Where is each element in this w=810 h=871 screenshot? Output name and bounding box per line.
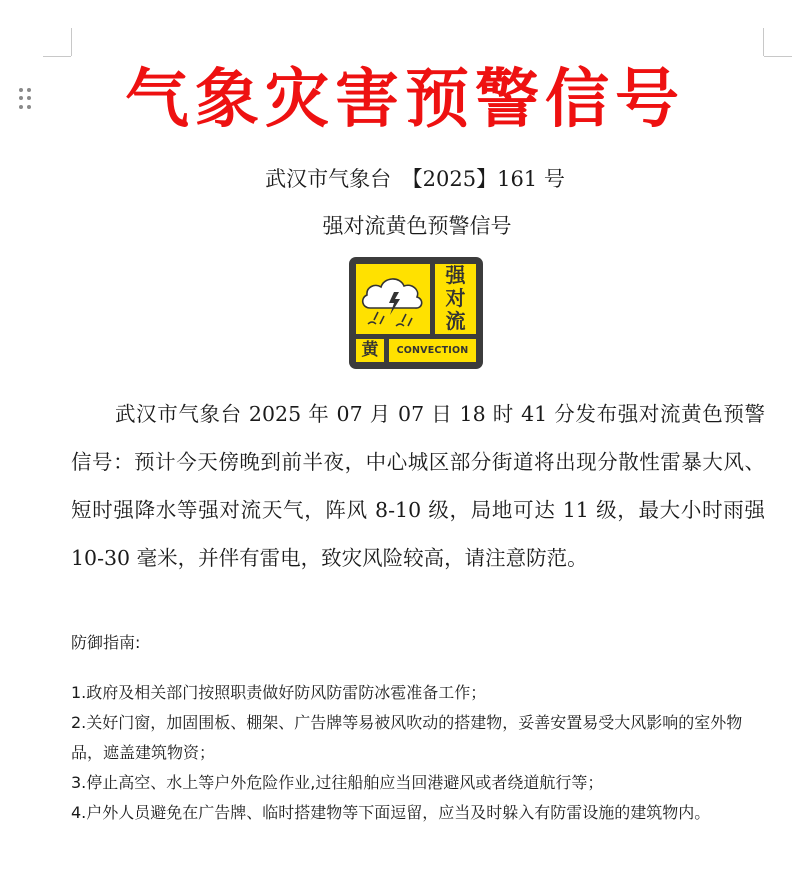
- badge-english-panel: [389, 339, 476, 362]
- document-number: 武汉市气象台 【2025】161 号: [265, 167, 565, 191]
- thunderstorm-cloud-graphic: [356, 264, 430, 334]
- defense-guide-list: [71, 678, 771, 828]
- list-item: 1.政府及相关部门按照职责做好防风防雷防冰雹准备工作；: [71, 683, 487, 702]
- page-corner-mark: [43, 56, 71, 57]
- page-corner-mark: [763, 28, 764, 56]
- warning-body-text: 武汉市气象台 2025 年 07 月 07 日 18 时 41 分发布强对流黄色预警信号：预计今天傍晚到前半夜，中心城区部分街道将出现分散性雷暴大风、短时强降水等强对流天气，阵风 8-10 级，局地可达 11 级，最大小时雨强 10-30 毫米，并伴有雷电，致灾风险较高，请注意防范。: [71, 402, 765, 570]
- badge-type-char: 强: [445, 263, 466, 287]
- signal-title: 强对流黄色预警信号: [322, 214, 512, 238]
- list-item: 2.关好门窗，加固围板、棚架、广告牌等易被风吹动的搭建物，妥善安置易受大风影响的室外物品，遮盖建筑物资；: [71, 713, 743, 762]
- badge-english-label: CONVECTION: [396, 345, 469, 356]
- page-corner-mark: [71, 28, 72, 56]
- list-item: 4.户外人员避免在广告牌、临时搭建物等下面逗留，应当及时躲入有防雷设施的建筑物内。: [71, 803, 711, 822]
- defense-guide-heading: 防御指南:: [71, 633, 141, 652]
- badge-type-char: 流: [445, 309, 466, 333]
- thunderstorm-cloud-icon: [356, 264, 430, 334]
- list-item: 3.停止高空、水上等户外危险作业,过往船舶应当回港避风或者绕道航行等；: [71, 773, 604, 792]
- badge-type-label: [435, 264, 476, 333]
- page-corner-mark: [764, 56, 792, 57]
- warning-signal-badge: [349, 257, 483, 369]
- page-title: 气象灾害预警信号: [125, 62, 685, 137]
- badge-level-label: 黄: [361, 340, 379, 360]
- badge-type-panel: [435, 264, 476, 334]
- badge-level-panel: [356, 339, 384, 362]
- badge-type-char: 对: [445, 286, 466, 310]
